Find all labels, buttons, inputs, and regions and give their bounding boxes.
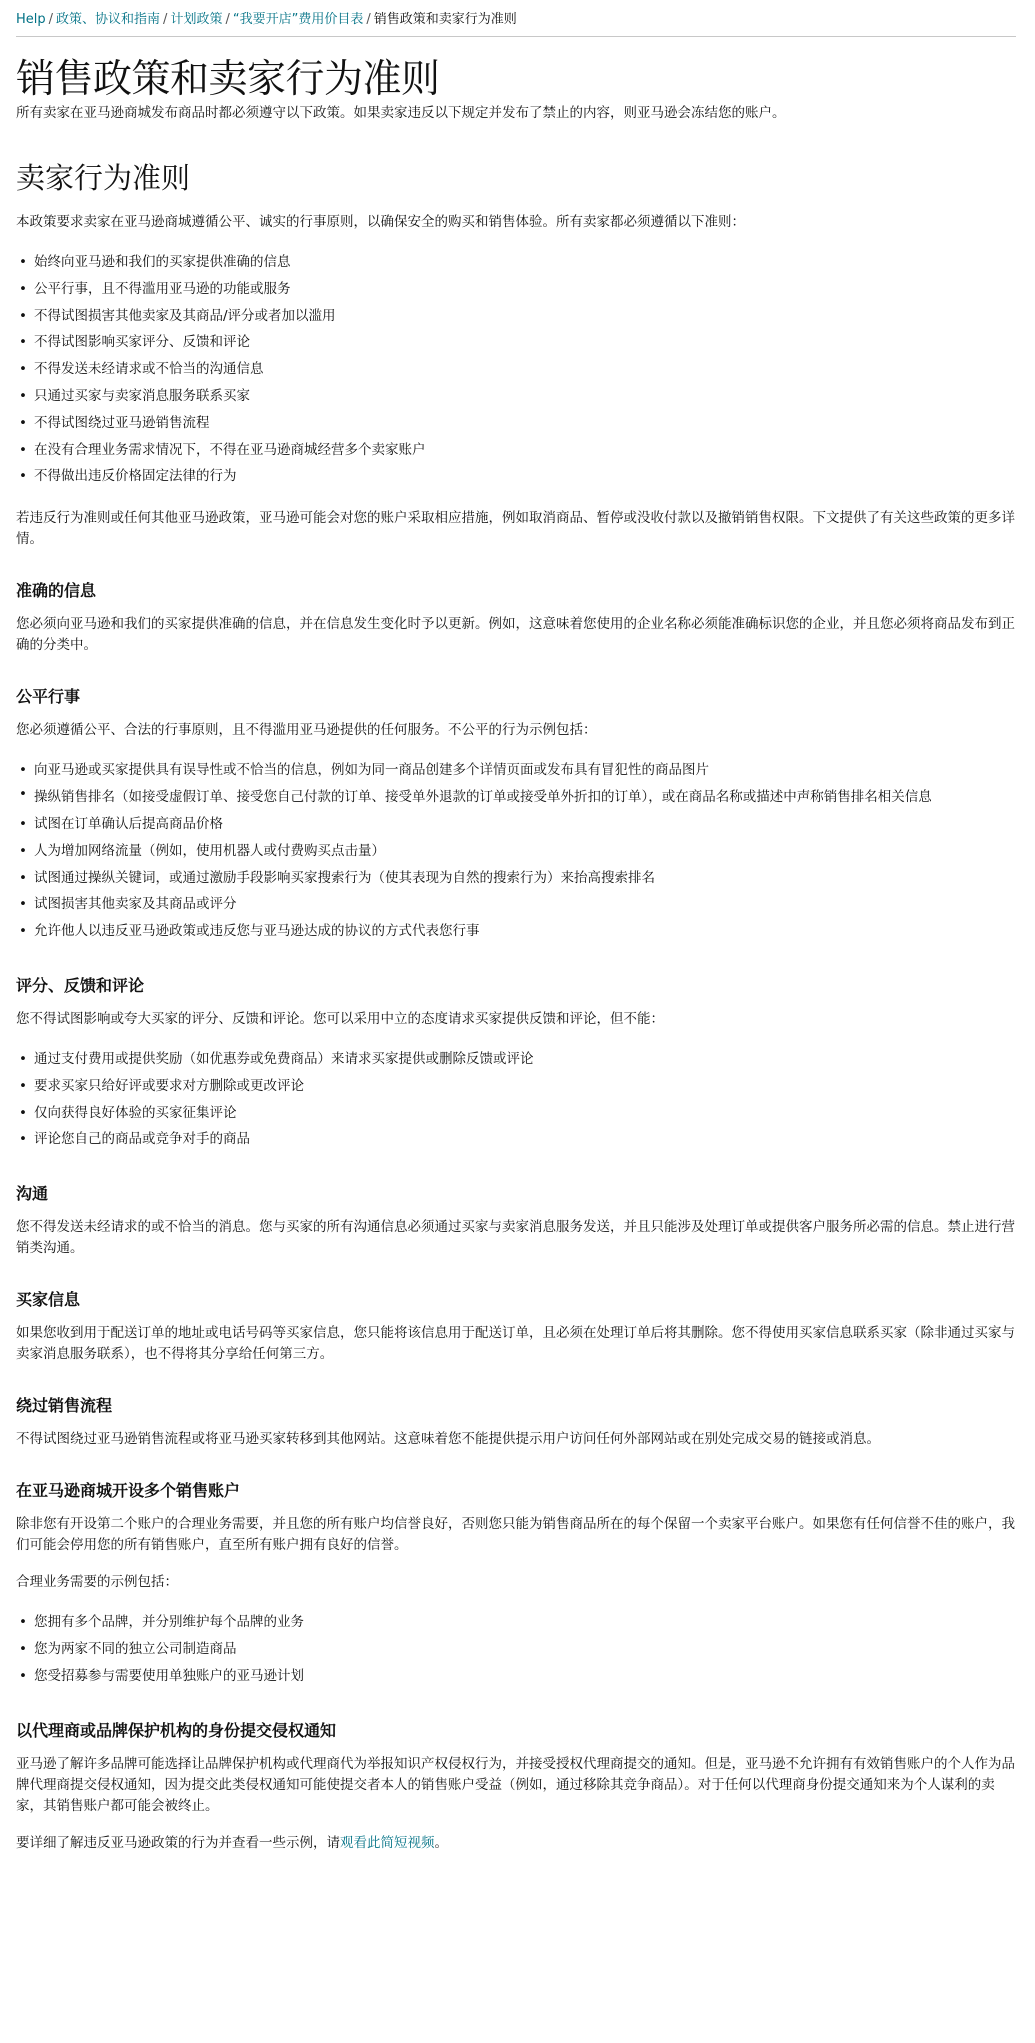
footer-note	[16, 1833, 1016, 1854]
buyer-info-text: 如果您收到用于配送订单的地址或电话号码等买家信息，您只能将该信息用于配送订单，且必须在处理订单后将其删除。您不得使用买家信息联系买家（除非通过买家与卖家消息服务联系），也不得将其分享给任何第三方。	[16, 1325, 1015, 1363]
section-heading-accurate-information: 准确的信息	[16, 581, 97, 601]
breadcrumb-separator: /	[225, 12, 230, 27]
section-heading-agent-notices: 以代理商或品牌保护机构的身份提交侵权通知	[16, 1720, 337, 1740]
list-item: • 人为增加网络流量（例如，使用机器人或付费购买点击量）	[34, 838, 1016, 865]
code-outro: 若违反行为准则或任何其他亚马逊政策，亚马逊可能会对您的账户采取相应措施，例如取消商品、暂停或没收付款以及撤销销售权限。下文提供了有关这些政策的更多详情。	[16, 510, 1015, 548]
section-heading-code-of-conduct: 卖家行为准则	[16, 161, 191, 195]
list-item: • 试图在订单确认后提高商品价格	[34, 811, 1016, 838]
footer-text: 要详细了解违反亚马逊政策的行为并查看一些示例，请	[16, 1834, 340, 1851]
breadcrumb	[16, 10, 1016, 37]
ratings-list	[16, 1046, 1016, 1153]
section-heading-buyer-information: 买家信息	[16, 1290, 81, 1310]
list-item: • 只通过买家与卖家消息服务联系买家	[34, 383, 1016, 410]
multiple-examples-intro: 合理业务需要的示例包括：	[16, 1574, 178, 1591]
ratings-intro: 您不得试图影响或夸大买家的评分、反馈和评论。您可以采用中立的态度请求买家提供反馈和评论，但不能：	[16, 1010, 664, 1027]
accurate-text: 您必须向亚马逊和我们的买家提供准确的信息，并在信息发生变化时予以更新。例如，这意味着您使用的企业名称必须能准确标识您的企业，并且您必须将商品发布到正确的分类中。	[16, 616, 1015, 654]
section-heading-fair-conduct: 公平行事	[16, 687, 81, 707]
section-heading-multiple-accounts: 在亚马逊商城开设多个销售账户	[16, 1481, 241, 1501]
agent-text: 亚马逊了解许多品牌可能选择让品牌保护机构或代理商代为举报知识产权侵权行为，并接受授权代理商提交的通知。但是，亚马逊不允许拥有有效销售账户的个人作为品牌代理商提交侵权通知，因为提交此类侵权通知可能使提交者本人的销售账户受益（例如，通过移除其竞争商品）。对于任何以代理商身份提交通知来为个人谋利的卖家，其销售账户都可能会被终止。	[16, 1755, 1015, 1814]
breadcrumb-separator: /	[366, 12, 371, 27]
list-item: • 向亚马逊或买家提供具有误导性或不恰当的信息，例如为同一商品创建多个详情页面或发布具有冒犯性的商品图片	[34, 757, 1016, 784]
list-item: • 您拥有多个品牌，并分别维护每个品牌的业务	[34, 1609, 1016, 1636]
multiple-list	[16, 1609, 1016, 1689]
page-title: 销售政策和卖家行为准则	[16, 57, 440, 102]
multiple-text: 除非您有开设第二个账户的合理业务需要，并且您的所有账户均信誉良好，否则您只能为销售商品所在的每个保留一个卖家平台账户。如果您有任何信誉不佳的账户，我们可能会停用您的所有销售账户，直至所有账户拥有良好的信誉。	[16, 1516, 1015, 1554]
section-heading-communication: 沟通	[16, 1184, 49, 1204]
page-intro: 所有卖家在亚马逊商城发布商品时都必须遵守以下政策。如果卖家违反以下规定并发布了禁止的内容，则亚马逊会冻结您的账户。	[16, 105, 786, 121]
fair-list	[16, 757, 1016, 945]
breadcrumb-link-fee-schedule[interactable]: “我要开店”费用价目表	[232, 12, 364, 27]
list-item: • 允许他人以违反亚马逊政策或违反您与亚马逊达成的协议的方式代表您行事	[34, 918, 1016, 945]
list-item: • 在没有合理业务需求情况下，不得在亚马逊商城经营多个卖家账户	[34, 437, 1016, 464]
breadcrumb-link-policies[interactable]: 政策、协议和指南	[56, 12, 161, 27]
breadcrumb-separator: /	[163, 12, 168, 27]
footer-end: 。	[434, 1834, 448, 1851]
list-item: • 不得试图损害其他卖家及其商品/评分或者加以滥用	[34, 303, 1016, 330]
code-intro: 本政策要求卖家在亚马逊商城遵循公平、诚实的行事原则，以确保安全的购买和销售体验。所有卖家都必须遵循以下准则：	[16, 214, 745, 230]
list-item: • 您受招募参与需要使用单独账户的亚马逊计划	[34, 1663, 1016, 1690]
list-item: • 您为两家不同的独立公司制造商品	[34, 1636, 1016, 1663]
list-item: • 要求买家只给好评或要求对方删除或更改评论	[34, 1073, 1016, 1100]
list-item: • 公平行事，且不得滥用亚马逊的功能或服务	[34, 276, 1016, 303]
circumvent-text: 不得试图绕过亚马逊销售流程或将亚马逊买家转移到其他网站。这意味着您不能提供提示用户访问任何外部网站或在别处完成交易的链接或消息。	[16, 1431, 880, 1448]
list-item: • 仅向获得良好体验的买家征集评论	[34, 1100, 1016, 1127]
code-list	[16, 249, 1016, 490]
list-item: • 不得做出违反价格固定法律的行为	[34, 463, 1016, 490]
breadcrumb-link-program-policies[interactable]: 计划政策	[170, 12, 223, 27]
section-heading-circumvent-sales-process: 绕过销售流程	[16, 1396, 113, 1416]
fair-intro: 您必须遵循公平、合法的行事原则，且不得滥用亚马逊提供的任何服务。不公平的行为示例包括：	[16, 722, 597, 739]
section-heading-ratings-feedback-reviews: 评分、反馈和评论	[16, 975, 145, 995]
breadcrumb-separator: /	[48, 12, 54, 27]
watch-video-link[interactable]: 观看此简短视频	[340, 1834, 435, 1851]
list-item: • 评论您自己的商品或竞争对手的商品	[34, 1126, 1016, 1153]
breadcrumb-link-help[interactable]: Help	[16, 12, 46, 27]
list-item: • 操纵销售排名（如接受虚假订单、接受您自己付款的订单、接受单外退款的订单或接受单外折扣的订单），或在商品名称或描述中声称销售排名相关信息	[34, 784, 1016, 811]
list-item: • 不得试图绕过亚马逊销售流程	[34, 410, 1016, 437]
list-item: • 试图通过操纵关键词，或通过激励手段影响买家搜索行为（使其表现为自然的搜索行为）来抬高搜索排名	[34, 865, 1016, 892]
list-item: • 通过支付费用或提供奖励（如优惠券或免费商品）来请求买家提供或删除反馈或评论	[34, 1046, 1016, 1073]
list-item: • 不得发送未经请求或不恰当的沟通信息	[34, 356, 1016, 383]
list-item: • 始终向亚马逊和我们的买家提供准确的信息	[34, 249, 1016, 276]
breadcrumb-current: 销售政策和卖家行为准则	[373, 12, 517, 27]
communication-text: 您不得发送未经请求的或不恰当的消息。您与买家的所有沟通信息必须通过买家与卖家消息服务发送，并且只能涉及处理订单或提供客户服务所必需的信息。禁止进行营销类沟通。	[16, 1219, 1015, 1257]
list-item: • 不得试图影响买家评分、反馈和评论	[34, 329, 1016, 356]
list-item: • 试图损害其他卖家及其商品或评分	[34, 891, 1016, 918]
